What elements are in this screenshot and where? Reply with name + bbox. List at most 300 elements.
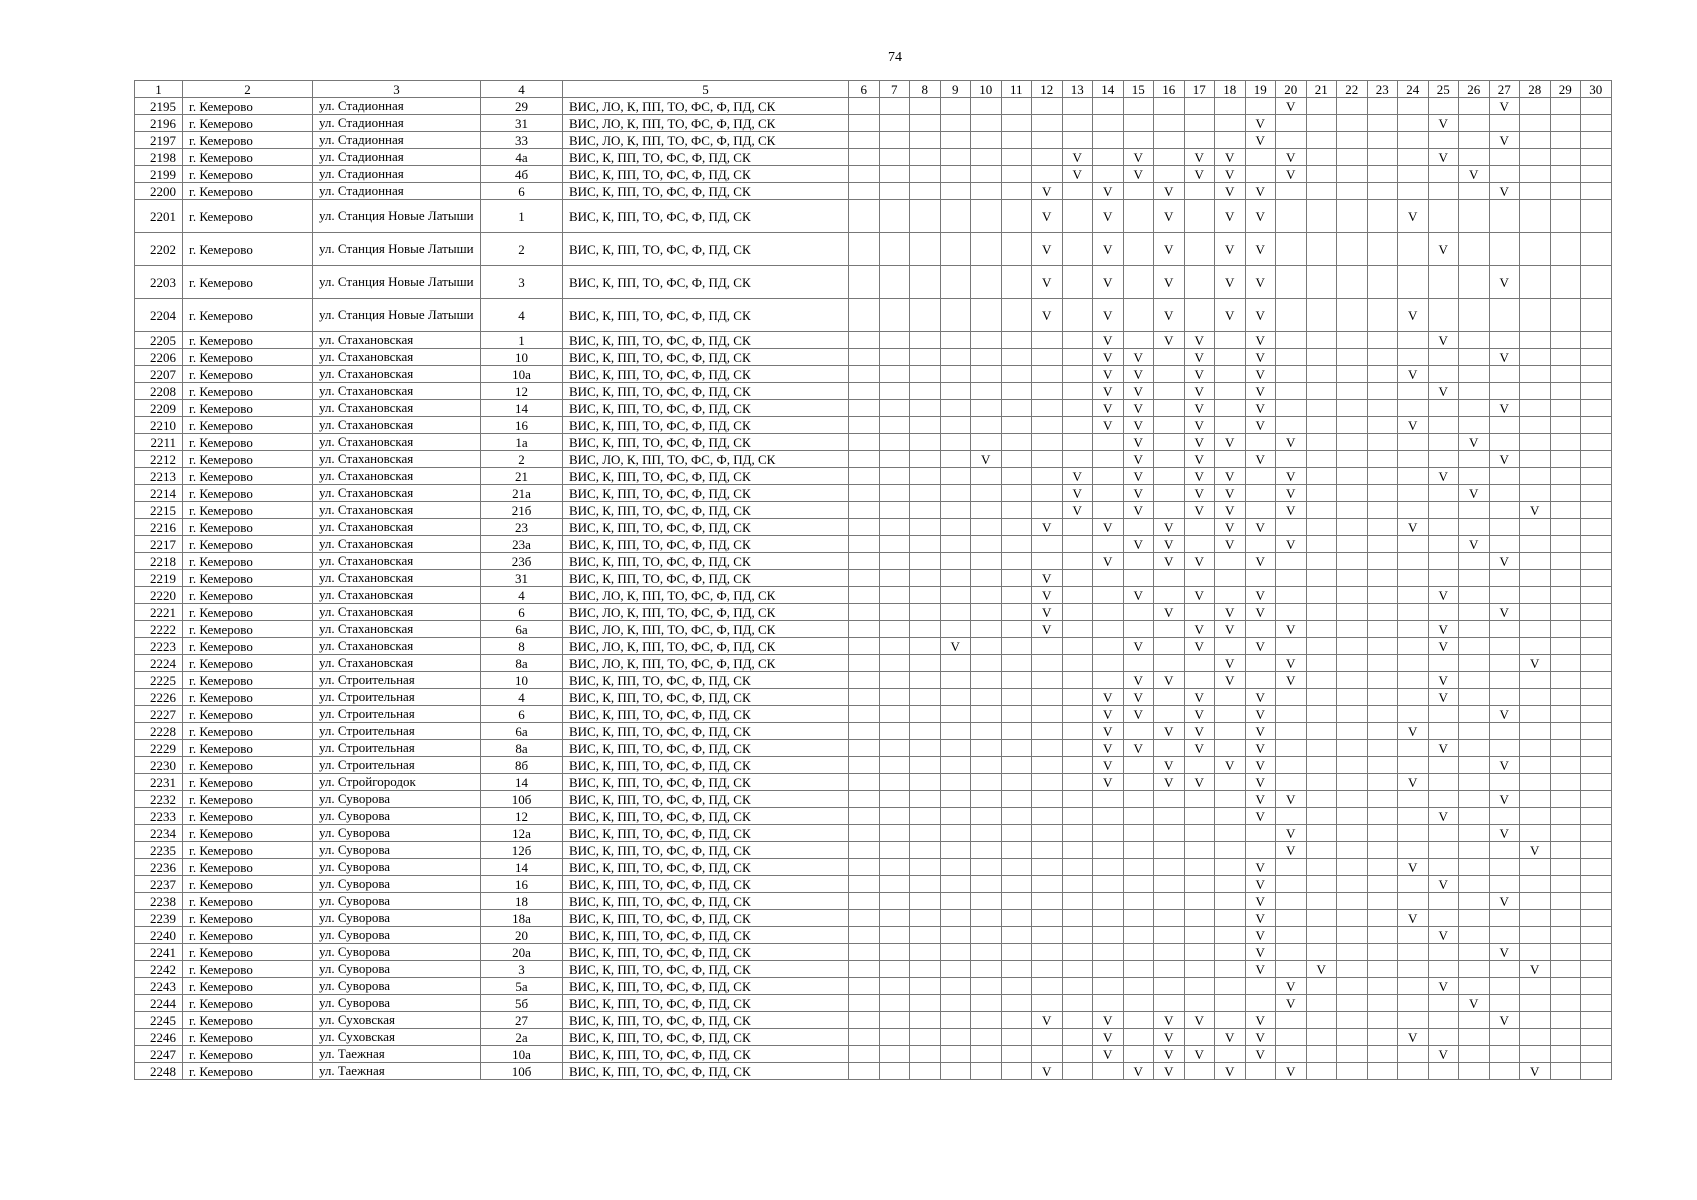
check-mark: V xyxy=(1093,417,1124,434)
empty-cell xyxy=(1215,638,1246,655)
empty-cell xyxy=(1093,859,1124,876)
empty-cell xyxy=(1215,842,1246,859)
check-mark: V xyxy=(1184,149,1215,166)
check-mark: V xyxy=(1154,266,1185,299)
empty-cell xyxy=(1306,927,1337,944)
empty-cell xyxy=(1459,893,1490,910)
services-cell: ВИС, К, ПП, ТО, ФС, Ф, ПД, СК xyxy=(563,1063,849,1080)
check-mark: V xyxy=(1276,485,1307,502)
house-cell: 10б xyxy=(481,1063,563,1080)
empty-cell xyxy=(879,366,910,383)
empty-cell xyxy=(1123,808,1154,825)
empty-cell xyxy=(1337,825,1368,842)
row-number-cell: 2214 xyxy=(135,485,183,502)
empty-cell xyxy=(1550,366,1581,383)
empty-cell xyxy=(1337,910,1368,927)
empty-cell xyxy=(1489,417,1520,434)
services-cell: ВИС, К, ПП, ТО, ФС, Ф, ПД, СК xyxy=(563,553,849,570)
check-mark: V xyxy=(1245,723,1276,740)
empty-cell xyxy=(849,825,880,842)
empty-cell xyxy=(1367,927,1398,944)
empty-cell xyxy=(1062,927,1093,944)
empty-cell xyxy=(1032,332,1063,349)
check-mark: V xyxy=(1123,672,1154,689)
empty-cell xyxy=(1337,468,1368,485)
empty-cell xyxy=(1154,791,1185,808)
empty-cell xyxy=(1032,1046,1063,1063)
street-cell: ул. Суворова xyxy=(313,995,481,1012)
empty-cell xyxy=(1123,1012,1154,1029)
empty-cell xyxy=(971,417,1002,434)
empty-cell xyxy=(1398,502,1429,519)
empty-cell xyxy=(1489,587,1520,604)
city-cell: г. Кемерово xyxy=(183,417,313,434)
empty-cell xyxy=(1337,672,1368,689)
check-mark: V xyxy=(1093,553,1124,570)
empty-cell xyxy=(1215,927,1246,944)
check-mark: V xyxy=(1123,740,1154,757)
check-mark: V xyxy=(1123,536,1154,553)
check-mark: V xyxy=(1184,502,1215,519)
empty-cell xyxy=(1398,587,1429,604)
empty-cell xyxy=(910,383,941,400)
check-mark: V xyxy=(1215,621,1246,638)
empty-cell xyxy=(1306,519,1337,536)
empty-cell xyxy=(1306,893,1337,910)
empty-cell xyxy=(1428,366,1459,383)
empty-cell xyxy=(879,1012,910,1029)
empty-cell xyxy=(1032,791,1063,808)
empty-cell xyxy=(1581,740,1612,757)
empty-cell xyxy=(1306,299,1337,332)
row-number-cell: 2197 xyxy=(135,132,183,149)
empty-cell xyxy=(910,349,941,366)
empty-cell xyxy=(1550,468,1581,485)
row-number-cell: 2241 xyxy=(135,944,183,961)
empty-cell xyxy=(1093,485,1124,502)
check-mark: V xyxy=(1398,366,1429,383)
check-mark: V xyxy=(1520,842,1551,859)
empty-cell xyxy=(1184,910,1215,927)
street-cell: ул. Стахановская xyxy=(313,383,481,400)
empty-cell xyxy=(940,791,971,808)
empty-cell xyxy=(1154,910,1185,927)
empty-cell xyxy=(910,961,941,978)
empty-cell xyxy=(1001,1046,1032,1063)
empty-cell xyxy=(1489,233,1520,266)
empty-cell xyxy=(1093,434,1124,451)
empty-cell xyxy=(1428,944,1459,961)
empty-cell xyxy=(1154,98,1185,115)
street-cell: ул. Строительная xyxy=(313,757,481,774)
empty-cell xyxy=(1093,842,1124,859)
column-header: 11 xyxy=(1001,81,1032,98)
empty-cell xyxy=(1306,570,1337,587)
row-number-cell: 2222 xyxy=(135,621,183,638)
empty-cell xyxy=(849,553,880,570)
street-cell: ул. Стадионная xyxy=(313,115,481,132)
check-mark: V xyxy=(1123,689,1154,706)
empty-cell xyxy=(1459,757,1490,774)
empty-cell xyxy=(1398,808,1429,825)
empty-cell xyxy=(1276,400,1307,417)
empty-cell xyxy=(1489,723,1520,740)
empty-cell xyxy=(1520,519,1551,536)
empty-cell xyxy=(1154,995,1185,1012)
table-row xyxy=(135,961,1612,978)
empty-cell xyxy=(940,233,971,266)
services-cell: ВИС, К, ПП, ТО, ФС, Ф, ПД, СК xyxy=(563,740,849,757)
table-row xyxy=(135,927,1612,944)
empty-cell xyxy=(879,570,910,587)
table-row xyxy=(135,672,1612,689)
empty-cell xyxy=(879,604,910,621)
empty-cell xyxy=(1367,978,1398,995)
check-mark: V xyxy=(1245,587,1276,604)
empty-cell xyxy=(910,1029,941,1046)
empty-cell xyxy=(1184,266,1215,299)
empty-cell xyxy=(1428,200,1459,233)
empty-cell xyxy=(1367,98,1398,115)
house-cell: 10а xyxy=(481,1046,563,1063)
empty-cell xyxy=(1520,299,1551,332)
empty-cell xyxy=(1550,621,1581,638)
check-mark: V xyxy=(1123,166,1154,183)
empty-cell xyxy=(971,502,1002,519)
empty-cell xyxy=(1459,689,1490,706)
empty-cell xyxy=(879,740,910,757)
check-mark: V xyxy=(1428,468,1459,485)
empty-cell xyxy=(1001,299,1032,332)
table-row xyxy=(135,166,1612,183)
empty-cell xyxy=(1489,740,1520,757)
column-header: 6 xyxy=(849,81,880,98)
street-cell: ул. Строительная xyxy=(313,689,481,706)
empty-cell xyxy=(1215,791,1246,808)
empty-cell xyxy=(971,570,1002,587)
empty-cell xyxy=(879,98,910,115)
empty-cell xyxy=(1459,587,1490,604)
empty-cell xyxy=(1581,638,1612,655)
empty-cell xyxy=(1093,961,1124,978)
empty-cell xyxy=(1337,876,1368,893)
empty-cell xyxy=(1398,995,1429,1012)
empty-cell xyxy=(971,978,1002,995)
empty-cell xyxy=(879,910,910,927)
house-cell: 6а xyxy=(481,723,563,740)
check-mark: V xyxy=(1428,115,1459,132)
empty-cell xyxy=(1459,1046,1490,1063)
empty-cell xyxy=(1276,706,1307,723)
services-cell: ВИС, К, ПП, ТО, ФС, Ф, ПД, СК xyxy=(563,536,849,553)
empty-cell xyxy=(1459,808,1490,825)
empty-cell xyxy=(1032,706,1063,723)
empty-cell xyxy=(940,944,971,961)
check-mark: V xyxy=(1428,876,1459,893)
house-cell: 4а xyxy=(481,149,563,166)
services-cell: ВИС, К, ПП, ТО, ФС, Ф, ПД, СК xyxy=(563,485,849,502)
empty-cell xyxy=(1215,553,1246,570)
empty-cell xyxy=(1093,98,1124,115)
empty-cell xyxy=(910,740,941,757)
empty-cell xyxy=(1184,604,1215,621)
empty-cell xyxy=(1215,808,1246,825)
empty-cell xyxy=(1276,417,1307,434)
empty-cell xyxy=(1459,791,1490,808)
empty-cell xyxy=(1520,233,1551,266)
empty-cell xyxy=(879,115,910,132)
empty-cell xyxy=(1276,893,1307,910)
column-header: 22 xyxy=(1337,81,1368,98)
empty-cell xyxy=(1367,166,1398,183)
check-mark: V xyxy=(1245,132,1276,149)
check-mark: V xyxy=(1215,536,1246,553)
empty-cell xyxy=(1215,825,1246,842)
empty-cell xyxy=(1520,757,1551,774)
empty-cell xyxy=(1093,893,1124,910)
empty-cell xyxy=(1154,400,1185,417)
empty-cell xyxy=(1001,689,1032,706)
check-mark: V xyxy=(1428,638,1459,655)
empty-cell xyxy=(879,400,910,417)
empty-cell xyxy=(1520,434,1551,451)
empty-cell xyxy=(879,166,910,183)
column-header: 14 xyxy=(1093,81,1124,98)
empty-cell xyxy=(1093,672,1124,689)
empty-cell xyxy=(1459,1029,1490,1046)
empty-cell xyxy=(1154,842,1185,859)
empty-cell xyxy=(910,587,941,604)
empty-cell xyxy=(1520,1029,1551,1046)
empty-cell xyxy=(1550,166,1581,183)
empty-cell xyxy=(1337,638,1368,655)
empty-cell xyxy=(1093,132,1124,149)
empty-cell xyxy=(1367,149,1398,166)
empty-cell xyxy=(1215,383,1246,400)
empty-cell xyxy=(1337,383,1368,400)
services-cell: ВИС, К, ПП, ТО, ФС, Ф, ПД, СК xyxy=(563,910,849,927)
empty-cell xyxy=(1581,621,1612,638)
column-header: 8 xyxy=(910,81,941,98)
check-mark: V xyxy=(1032,604,1063,621)
city-cell: г. Кемерово xyxy=(183,587,313,604)
empty-cell xyxy=(1489,842,1520,859)
empty-cell xyxy=(940,1046,971,1063)
register-table-body xyxy=(135,81,1612,1080)
empty-cell xyxy=(971,332,1002,349)
check-mark: V xyxy=(1245,183,1276,200)
empty-cell xyxy=(1459,468,1490,485)
house-cell: 12 xyxy=(481,808,563,825)
empty-cell xyxy=(1154,149,1185,166)
empty-cell xyxy=(1001,825,1032,842)
empty-cell xyxy=(910,638,941,655)
empty-cell xyxy=(1276,366,1307,383)
empty-cell xyxy=(879,451,910,468)
empty-cell xyxy=(1398,98,1429,115)
empty-cell xyxy=(1489,655,1520,672)
street-cell: ул. Строительная xyxy=(313,672,481,689)
empty-cell xyxy=(1062,519,1093,536)
check-mark: V xyxy=(1398,200,1429,233)
row-number-cell: 2244 xyxy=(135,995,183,1012)
empty-cell xyxy=(1306,774,1337,791)
check-mark: V xyxy=(1276,434,1307,451)
empty-cell xyxy=(940,893,971,910)
empty-cell xyxy=(1306,536,1337,553)
empty-cell xyxy=(1520,978,1551,995)
city-cell: г. Кемерово xyxy=(183,553,313,570)
empty-cell xyxy=(1489,502,1520,519)
services-cell: ВИС, К, ПП, ТО, ФС, Ф, ПД, СК xyxy=(563,791,849,808)
empty-cell xyxy=(971,434,1002,451)
empty-cell xyxy=(910,149,941,166)
empty-cell xyxy=(1459,98,1490,115)
check-mark: V xyxy=(1093,400,1124,417)
column-header: 18 xyxy=(1215,81,1246,98)
empty-cell xyxy=(849,349,880,366)
empty-cell xyxy=(940,910,971,927)
empty-cell xyxy=(1306,638,1337,655)
check-mark: V xyxy=(1245,927,1276,944)
empty-cell xyxy=(1184,893,1215,910)
empty-cell xyxy=(1489,876,1520,893)
table-row xyxy=(135,995,1612,1012)
empty-cell xyxy=(879,383,910,400)
empty-cell xyxy=(1215,706,1246,723)
empty-cell xyxy=(849,468,880,485)
empty-cell xyxy=(1154,485,1185,502)
empty-cell xyxy=(910,842,941,859)
services-cell: ВИС, К, ПП, ТО, ФС, Ф, ПД, СК xyxy=(563,149,849,166)
page-number: 74 xyxy=(888,50,902,65)
empty-cell xyxy=(1337,485,1368,502)
services-cell: ВИС, К, ПП, ТО, ФС, Ф, ПД, СК xyxy=(563,706,849,723)
check-mark: V xyxy=(1123,468,1154,485)
services-cell: ВИС, К, ПП, ТО, ФС, Ф, ПД, СК xyxy=(563,961,849,978)
empty-cell xyxy=(1062,638,1093,655)
check-mark: V xyxy=(1489,757,1520,774)
check-mark: V xyxy=(1428,689,1459,706)
empty-cell xyxy=(849,200,880,233)
empty-cell xyxy=(1428,553,1459,570)
empty-cell xyxy=(849,961,880,978)
empty-cell xyxy=(1032,383,1063,400)
empty-cell xyxy=(1093,149,1124,166)
column-header: 1 xyxy=(135,81,183,98)
empty-cell xyxy=(1367,621,1398,638)
empty-cell xyxy=(1154,502,1185,519)
empty-cell xyxy=(1062,132,1093,149)
city-cell: г. Кемерово xyxy=(183,842,313,859)
empty-cell xyxy=(971,808,1002,825)
empty-cell xyxy=(1215,570,1246,587)
empty-cell xyxy=(1520,672,1551,689)
table-row xyxy=(135,1063,1612,1080)
empty-cell xyxy=(1062,791,1093,808)
empty-cell xyxy=(940,366,971,383)
empty-cell xyxy=(1306,468,1337,485)
empty-cell xyxy=(1550,400,1581,417)
empty-cell xyxy=(1306,706,1337,723)
empty-cell xyxy=(1184,183,1215,200)
empty-cell xyxy=(1276,927,1307,944)
check-mark: V xyxy=(1245,859,1276,876)
empty-cell xyxy=(1184,233,1215,266)
empty-cell xyxy=(1062,417,1093,434)
city-cell: г. Кемерово xyxy=(183,299,313,332)
empty-cell xyxy=(1032,655,1063,672)
empty-cell xyxy=(910,233,941,266)
empty-cell xyxy=(1550,349,1581,366)
empty-cell xyxy=(940,502,971,519)
empty-cell xyxy=(1337,417,1368,434)
empty-cell xyxy=(940,332,971,349)
empty-cell xyxy=(1306,553,1337,570)
empty-cell xyxy=(1154,638,1185,655)
empty-cell xyxy=(1032,825,1063,842)
city-cell: г. Кемерово xyxy=(183,723,313,740)
check-mark: V xyxy=(1276,842,1307,859)
check-mark: V xyxy=(1093,774,1124,791)
table-row xyxy=(135,383,1612,400)
empty-cell xyxy=(1001,672,1032,689)
empty-cell xyxy=(1062,859,1093,876)
empty-cell xyxy=(1550,132,1581,149)
street-cell: ул. Стахановская xyxy=(313,621,481,638)
empty-cell xyxy=(1550,1063,1581,1080)
empty-cell xyxy=(1001,621,1032,638)
empty-cell xyxy=(1398,166,1429,183)
empty-cell xyxy=(1276,570,1307,587)
empty-cell xyxy=(910,808,941,825)
check-mark: V xyxy=(1093,706,1124,723)
empty-cell xyxy=(1154,383,1185,400)
column-header: 4 xyxy=(481,81,563,98)
check-mark: V xyxy=(1398,859,1429,876)
empty-cell xyxy=(1215,859,1246,876)
empty-cell xyxy=(1337,1063,1368,1080)
empty-cell xyxy=(1001,536,1032,553)
row-number-cell: 2204 xyxy=(135,299,183,332)
street-cell: ул. Стахановская xyxy=(313,604,481,621)
empty-cell xyxy=(879,689,910,706)
empty-cell xyxy=(1581,604,1612,621)
empty-cell xyxy=(1062,910,1093,927)
empty-cell xyxy=(1062,672,1093,689)
empty-cell xyxy=(1367,366,1398,383)
empty-cell xyxy=(1154,570,1185,587)
empty-cell xyxy=(1428,400,1459,417)
empty-cell xyxy=(1337,791,1368,808)
empty-cell xyxy=(1306,587,1337,604)
empty-cell xyxy=(910,910,941,927)
empty-cell xyxy=(1184,876,1215,893)
street-cell: ул. Суворова xyxy=(313,859,481,876)
empty-cell xyxy=(1154,621,1185,638)
empty-cell xyxy=(1550,570,1581,587)
empty-cell xyxy=(910,266,941,299)
empty-cell xyxy=(1154,961,1185,978)
house-cell: 23а xyxy=(481,536,563,553)
empty-cell xyxy=(1459,553,1490,570)
empty-cell xyxy=(1184,115,1215,132)
check-mark: V xyxy=(1489,706,1520,723)
empty-cell xyxy=(1581,723,1612,740)
table-row xyxy=(135,183,1612,200)
street-cell: ул. Суворова xyxy=(313,791,481,808)
empty-cell xyxy=(1123,859,1154,876)
